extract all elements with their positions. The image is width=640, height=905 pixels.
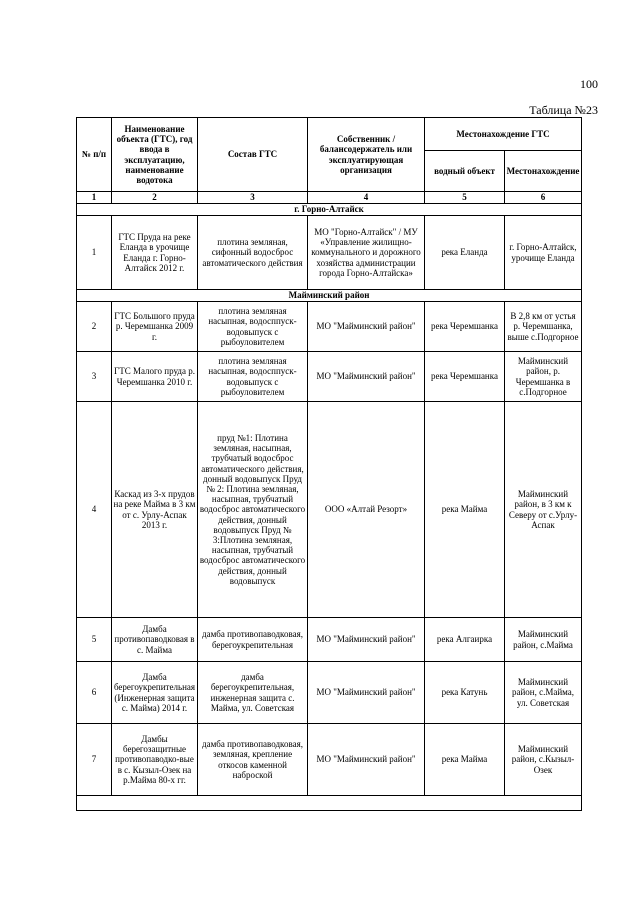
- row-location: Майминский район, с.Майма, ул. Советская: [505, 662, 582, 724]
- section-title: г. Горно-Алтайск: [77, 204, 582, 216]
- row-water-object: река Алгаирка: [425, 618, 505, 662]
- row-location: Майминский район, р. Черемшанка в с.Подгорное: [505, 352, 582, 402]
- row-name: Дамба противопаводковая в с. Майма: [112, 618, 198, 662]
- row-water-object: река Майма: [425, 724, 505, 796]
- header-composition: Состав ГТС: [198, 118, 308, 192]
- table-row: [77, 352, 582, 402]
- row-num: 5: [77, 618, 112, 662]
- gts-table: [76, 117, 582, 811]
- section-header: [77, 204, 582, 216]
- row-composition: плотина земляная насыпная, водосппуск-водовыпуск с рыбоуловителем: [198, 352, 308, 402]
- row-name: Каскад из 3-х прудов на реке Майма в 3 км от с. Урлу-Аспак 2013 г.: [112, 402, 198, 618]
- row-water-object: река Катунь: [425, 662, 505, 724]
- column-number: 5: [425, 192, 505, 204]
- row-water-object: река Еланда: [425, 216, 505, 290]
- row-owner: МО "Майминский район": [308, 724, 425, 796]
- header-name: Наименование объекта (ГТС), год ввода в эксплуатацию, наименование водотока: [112, 118, 198, 192]
- row-num: 1: [77, 216, 112, 290]
- row-location: г. Горно-Алтайск, урочище Еланда: [505, 216, 582, 290]
- row-composition: дамба противопаводковая, берегоукрепительная: [198, 618, 308, 662]
- row-num: 2: [77, 302, 112, 352]
- table-row: [77, 402, 582, 618]
- empty-cell: [77, 796, 582, 811]
- row-location: В 2,8 км от устья р. Черемшанка, выше с.Подгорное: [505, 302, 582, 352]
- column-number: 4: [308, 192, 425, 204]
- table-row: [77, 724, 582, 796]
- header-location-group: Местонахождение ГТС: [425, 118, 582, 151]
- row-water-object: река Черемшанка: [425, 352, 505, 402]
- row-owner: МО "Майминский район": [308, 352, 425, 402]
- table-row: [77, 618, 582, 662]
- row-composition: плотина земляная насыпная, водосппуск-водовыпуск с рыбоуловителем: [198, 302, 308, 352]
- row-water-object: река Черемшанка: [425, 302, 505, 352]
- row-name: Дамба берегоукрепительная (Инженерная защита с. Майма) 2014 г.: [112, 662, 198, 724]
- row-composition: плотина земляная, сифонный водосброс автоматического действия: [198, 216, 308, 290]
- row-owner: ООО «Алтай Резорт»: [308, 402, 425, 618]
- table-row-empty: [77, 796, 582, 811]
- row-owner: МО "Горно-Алтайск" / МУ «Управление жилищно-коммунального и дорожного хозяйства администрации города Горно-Алтайска»: [308, 216, 425, 290]
- row-num: 7: [77, 724, 112, 796]
- row-name: ГТС Большого пруда р. Черемшанка 2009 г.: [112, 302, 198, 352]
- header-location: Местонахождение: [505, 151, 582, 192]
- row-name: ГТС Пруда на реке Еланда в урочище Еланда г. Горно-Алтайск 2012 г.: [112, 216, 198, 290]
- row-composition: пруд №1: Плотина земляная, насыпная, трубчатый водосброс автоматического действия, донный водовыпуск Пруд № 2: Плотина земляная, насыпная, трубчатый водосброс автоматического действия, донный водовыпуск Пруд № 3:Плотина земляная, насыпная, трубчатый водосброс автоматического действия, донный водовыпуск: [198, 402, 308, 618]
- table-caption: Таблица №23: [529, 103, 598, 117]
- row-owner: МО "Майминский район": [308, 618, 425, 662]
- row-location: Майминский район, в 3 км к Северу от с.Урлу-Аспак: [505, 402, 582, 618]
- row-location: Майминский район, с.Майма: [505, 618, 582, 662]
- table-row: [77, 302, 582, 352]
- section-header: [77, 290, 582, 302]
- header-owner: Собственник / балансодержатель или эксплуатирующая организация: [308, 118, 425, 192]
- row-composition: дамба берегоукрепительная, инженерная защита с. Майма, ул. Советская: [198, 662, 308, 724]
- column-number: 3: [198, 192, 308, 204]
- header-num: № п/п: [77, 118, 112, 192]
- row-num: 6: [77, 662, 112, 724]
- column-number: 6: [505, 192, 582, 204]
- table-row: [77, 662, 582, 724]
- row-owner: МО "Майминский район": [308, 302, 425, 352]
- row-num: 3: [77, 352, 112, 402]
- row-water-object: река Майма: [425, 402, 505, 618]
- page-number: 100: [580, 77, 598, 91]
- table-row: [77, 216, 582, 290]
- row-owner: МО "Майминский район": [308, 662, 425, 724]
- row-name: Дамбы берегозащитные противопаводко-вые в с. Кызыл-Озек на р.Майма 80-х гг.: [112, 724, 198, 796]
- column-number: 1: [77, 192, 112, 204]
- row-num: 4: [77, 402, 112, 618]
- column-number: 2: [112, 192, 198, 204]
- header-water-object: водный объект: [425, 151, 505, 192]
- row-name: ГТС Малого пруда р. Черемшанка 2010 г.: [112, 352, 198, 402]
- row-location: Майминский район, с.Кызыл-Озек: [505, 724, 582, 796]
- row-composition: дамба противопаводковая, земляная, крепление откосов каменной наброской: [198, 724, 308, 796]
- section-title: Майминский район: [77, 290, 582, 302]
